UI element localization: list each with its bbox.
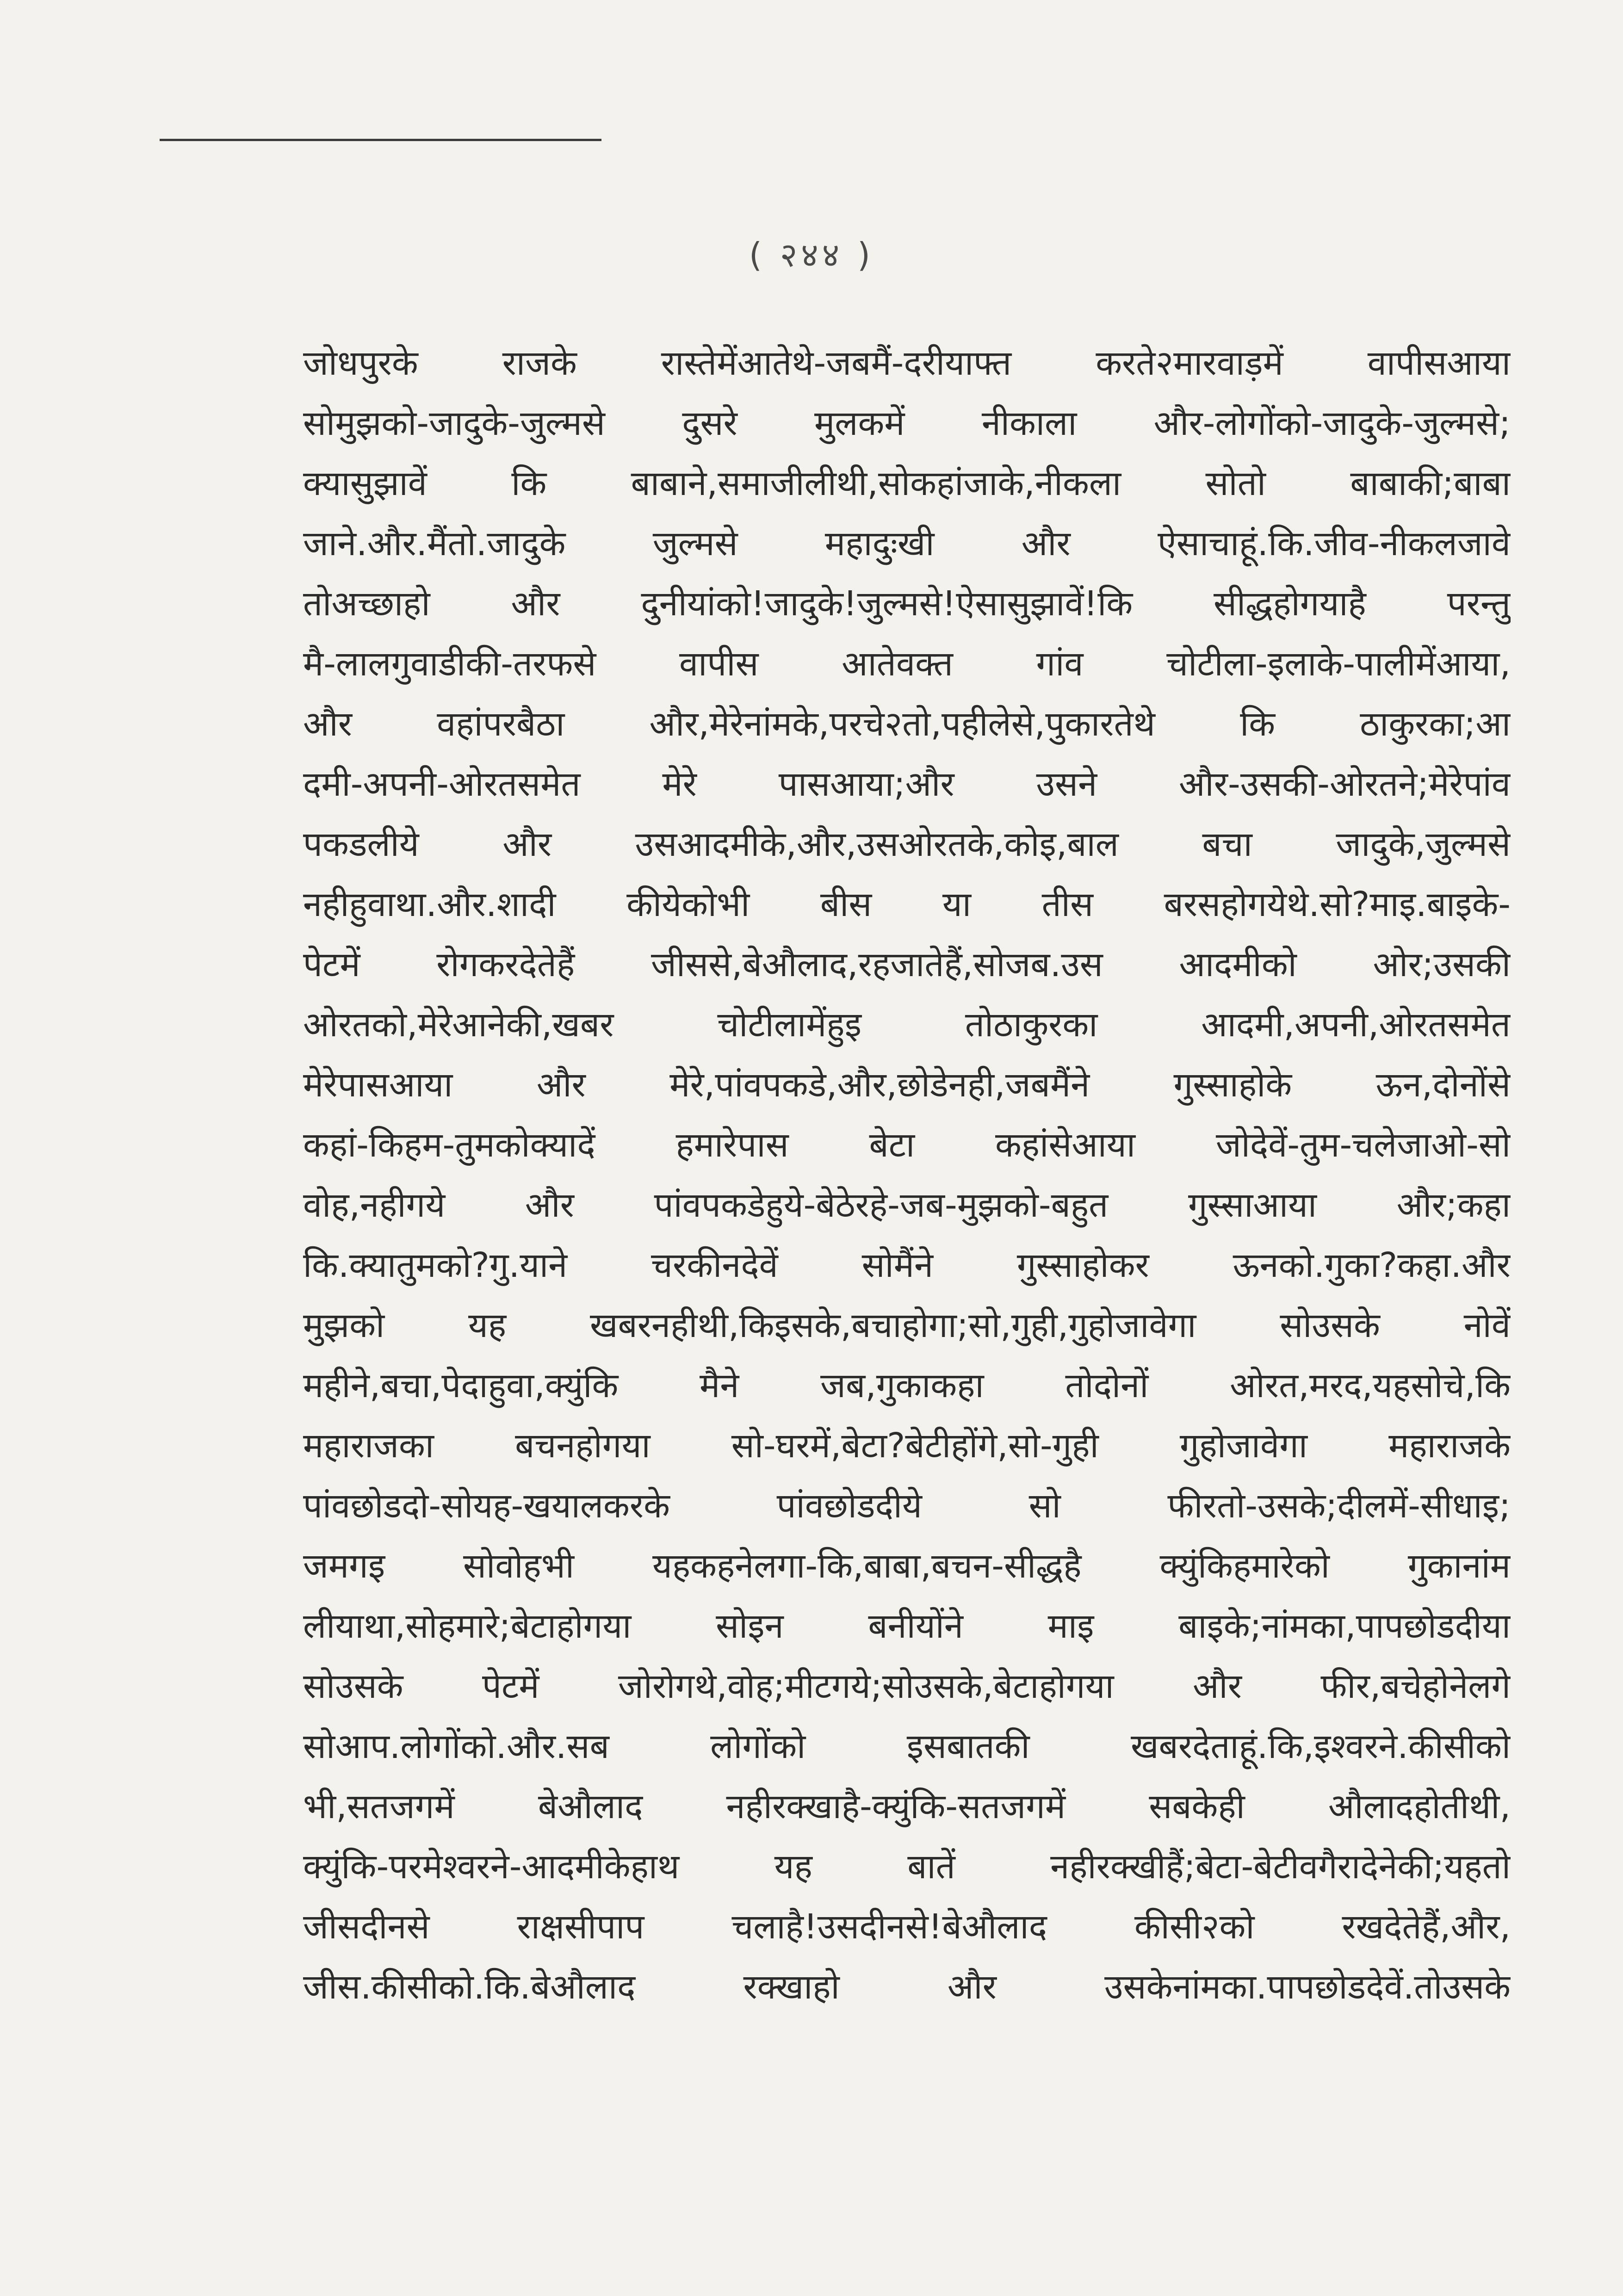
text-line: मुझको यह खबरनहीथी,किइसके,बचाहोगा;सो,गुही,गुहोजावेगा सोउसके नोवें — [303, 1306, 1511, 1345]
text-line: पकडलीये और उसआदमीके,और,उसओरतके,कोइ,बाल बचा जादुके,जुल्मसे — [303, 824, 1511, 864]
text-line: भी,सतजगमें बेऔलाद नहीरक्खाहै-क्युंकि-सतजगमें सबकेही औलादहोतीथी, — [303, 1787, 1511, 1826]
text-line: क्युंकि-परमेश्वरने-आदमीकेहाथ यह बातें नहीरक्खीहैं;बेटा-बेटीवगैरादेनेकी;यहतो — [303, 1847, 1511, 1887]
text-line: लीयाथा,सोहमारे;बेटाहोगया सोइन बनीयोंने माइ बाइके;नांमका,पापछोडदीया — [303, 1606, 1511, 1646]
text-line: सोमुझको-जादुके-जुल्मसे दुसरे मुलकमें नीकाला और-लोगोंको-जादुके-जुल्मसे; — [303, 403, 1511, 443]
page-number: ( २४४ ) — [749, 235, 874, 274]
top-rule — [160, 139, 601, 141]
text-line: जीस.कीसीको.कि.बेऔलाद रक्खाहो और उसकेनांमका.पापछोडदेवें.तोउसके — [303, 1967, 1511, 2007]
text-line: कहां-किहम-तुमकोक्यादें हमारेपास बेटा कहांसेआया जोदेवें-तुम-चलेजाओ-सो — [303, 1125, 1511, 1165]
text-line: पांवछोडदो-सोयह-खयालकरके पांवछोडदीये सो फीरतो-उसके;दीलमें-सीधाइ; — [303, 1486, 1511, 1526]
text-line: कि.क्यातुमको?गु.याने चरकीनदेवें सोमैंने गुस्साहोकर ऊनको.गुका?कहा.और — [303, 1245, 1511, 1285]
text-line: तोअच्छाहो और दुनीयांको!जादुके!जुल्मसे!ऐसासुझावें!कि सीद्धहोगयाहै परन्तु — [303, 584, 1511, 624]
text-line: पेटमें रोगकरदेतेहैं जीससे,बेऔलाद,रहजातेहैं,सोजब.उस आदमीको ओर;उसकी — [303, 945, 1511, 984]
text-line: क्यासुझावें कि बाबाने,समाजीलीथी,सोकहांजाके,नीकला सोतो बाबाकी;बाबा — [303, 464, 1511, 503]
text-line: दमी-अपनी-ओरतसमेत मेरे पासआया;और उसने और-उसकी-ओरतने;मेरेपांव — [303, 764, 1511, 804]
text-line: महीने,बचा,पेदाहुवा,क्युंकि मैने जब,गुकाकहा तोदोनों ओरत,मरद,यहसोचे,कि — [303, 1366, 1511, 1405]
text-line: महाराजका बचनहोगया सो-घरमें,बेटा?बेटीहोंगे,सो-गुही गुहोजावेगा महाराजके — [303, 1426, 1511, 1466]
text-line: जाने.और.मैंतो.जादुके जुल्मसे महादुःखी और ऐसाचाहूं.कि.जीव-नीकलजावे — [303, 524, 1511, 563]
text-line: जोधपुरके राजके रास्तेमेंआतेथे-जबमैं-दरीयाफ्त करते२मारवाड़में वापीसआया — [303, 343, 1511, 383]
text-line: मै-लालगुवाडीकी-तरफसे वापीस आतेवक्त गांव चोटीला-इलाके-पालीमेंआया, — [303, 644, 1511, 684]
text-line: जीसदीनसे राक्षसीपाप चलाहै!उसदीनसे!बेऔलाद कीसी२को रखदेतेहैं,और, — [303, 1907, 1511, 1947]
text-line: सोउसके पेटमें जोरोगथे,वोह;मीटगये;सोउसके,बेटाहोगया और फीर,बचेहोनेलगे — [303, 1666, 1511, 1706]
text-line: ओरतको,मेरेआनेकी,खबर चोटीलामेंहुइ तोठाकुरका आदमी,अपनी,ओरतसमेत — [303, 1005, 1511, 1045]
text-line: सोआप.लोगोंको.और.सब लोगोंको इसबातकी खबरदेताहूं.कि,इश्वरने.कीसीको — [303, 1727, 1511, 1766]
text-line: मेरेपासआया और मेरे,पांवपकडे,और,छोडेनही,जबमैंने गुस्साहोके ऊन,दोनोंसे — [303, 1065, 1511, 1105]
text-line: जमगइ सोवोहभी यहकहनेलगा-कि,बाबा,बचन-सीद्धहै क्युंकिहमारेको गुकानांम — [303, 1546, 1511, 1586]
text-line: और वहांपरबैठा और,मेरेनांमके,परचे२तो,पहीलेसे,पुकारतेथे कि ठाकुरका;आ — [303, 704, 1511, 744]
body-text — [303, 333, 1511, 2017]
text-line: नहीहुवाथा.और.शादी कीयेकोभी बीस या तीस बरसहोगयेथे.सो?माइ.बाइके- — [303, 885, 1511, 924]
text-line: वोह,नहीगये और पांवपकडेहुये-बेठेरहे-जब-मुझको-बहुत गुस्साआया और;कहा — [303, 1185, 1511, 1225]
